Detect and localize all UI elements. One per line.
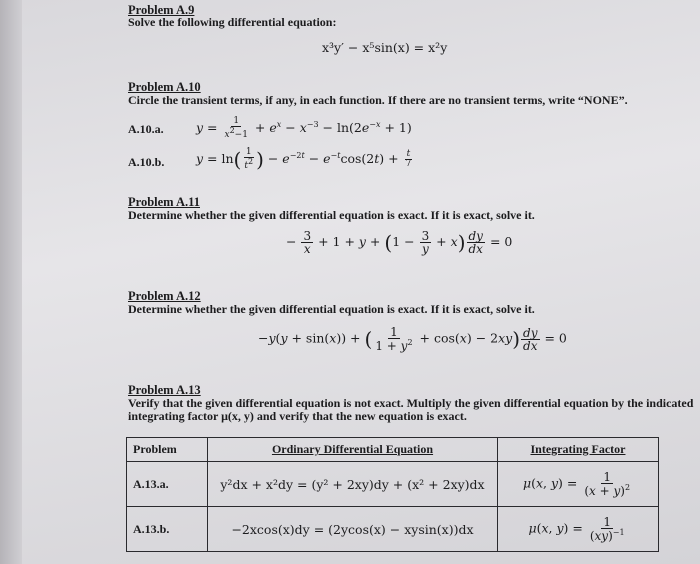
row-a13a-problem: A.13.a. bbox=[127, 462, 208, 507]
header-integrating-factor: Integrating Factor bbox=[498, 438, 659, 462]
problem-a11-equation: − $\frac{3}{x}$ + 1 + y + (1 − $\frac{3}{y}$ + x) $\frac{dy}{dx}$ = 0 bbox=[286, 229, 513, 256]
row-a13b-factor: μ(x, y) = $\frac{1}{(xy)^{-1}}$ bbox=[498, 507, 659, 552]
integrating-factor-table bbox=[126, 437, 659, 552]
row-a13a-factor: μ(x, y) = $\frac{1}{(x + y)^2}$ bbox=[498, 462, 659, 507]
problem-a9-instruction: Solve the following differential equation: bbox=[128, 15, 337, 29]
problem-a9-equation: x³y′ − x⁵sin(x) = x²y bbox=[322, 40, 448, 55]
table-row bbox=[127, 507, 659, 552]
row-a13b-problem: A.13.b. bbox=[127, 507, 208, 552]
header-ode: Ordinary Differential Equation bbox=[208, 438, 498, 462]
problem-a12-title: Problem A.12 bbox=[128, 289, 201, 303]
problem-a10b-function: y = ln( $\frac{1}{t^2}$ ) − $e^{-2t} - e^{-t}\cos(2t)$ + $\frac{t}{7}$ bbox=[196, 147, 412, 172]
problem-a10b-label: A.10.b. bbox=[128, 155, 165, 169]
problem-a12-instruction: Determine whether the given differential equation is exact. If it is exact, solve it. bbox=[128, 302, 535, 316]
problem-a10-instruction: Circle the transient terms, if any, in each function. If there are no transient terms, write “NONE”. bbox=[128, 93, 628, 107]
problem-a13-title: Problem A.13 bbox=[128, 383, 201, 397]
table-row bbox=[127, 462, 659, 507]
problem-a13-instruction-line1: Verify that the given differential equation is not exact. Multiply the given differential equation by the indicated bbox=[128, 396, 694, 410]
row-a13a-ode: y²dx + x²dy = (y² + 2xy)dy + (x² + 2xy)dx bbox=[208, 462, 498, 507]
problem-a12-equation: −y(y + sin(x)) + ( $\frac{1}{1 + y^2}$ + cos(x) − 2xy) $\frac{dy}{dx}$ = 0 bbox=[258, 325, 567, 353]
problem-a10a-label: A.10.a. bbox=[128, 122, 164, 136]
row-a13b-ode: −2xcos(x)dy = (2ycos(x) − xysin(x))dx bbox=[208, 507, 498, 552]
problem-a11-title: Problem A.11 bbox=[128, 195, 200, 209]
problem-a10a-function: y = $\frac{1}{x^2-1}$ + $e^x - x^{-3} - \ln(2e^{-x} + 1)$ bbox=[196, 116, 412, 140]
table-header-row bbox=[127, 438, 659, 462]
problem-a10-title: Problem A.10 bbox=[128, 80, 201, 94]
problem-a9-title: Problem A.9 bbox=[128, 3, 195, 17]
header-problem: Problem bbox=[127, 438, 208, 462]
problem-a11-instruction: Determine whether the given differential equation is exact. If it is exact, solve it. bbox=[128, 208, 535, 222]
problem-a13-instruction-line2: integrating factor μ(x, y) and verify that the new equation is exact. bbox=[128, 409, 467, 423]
